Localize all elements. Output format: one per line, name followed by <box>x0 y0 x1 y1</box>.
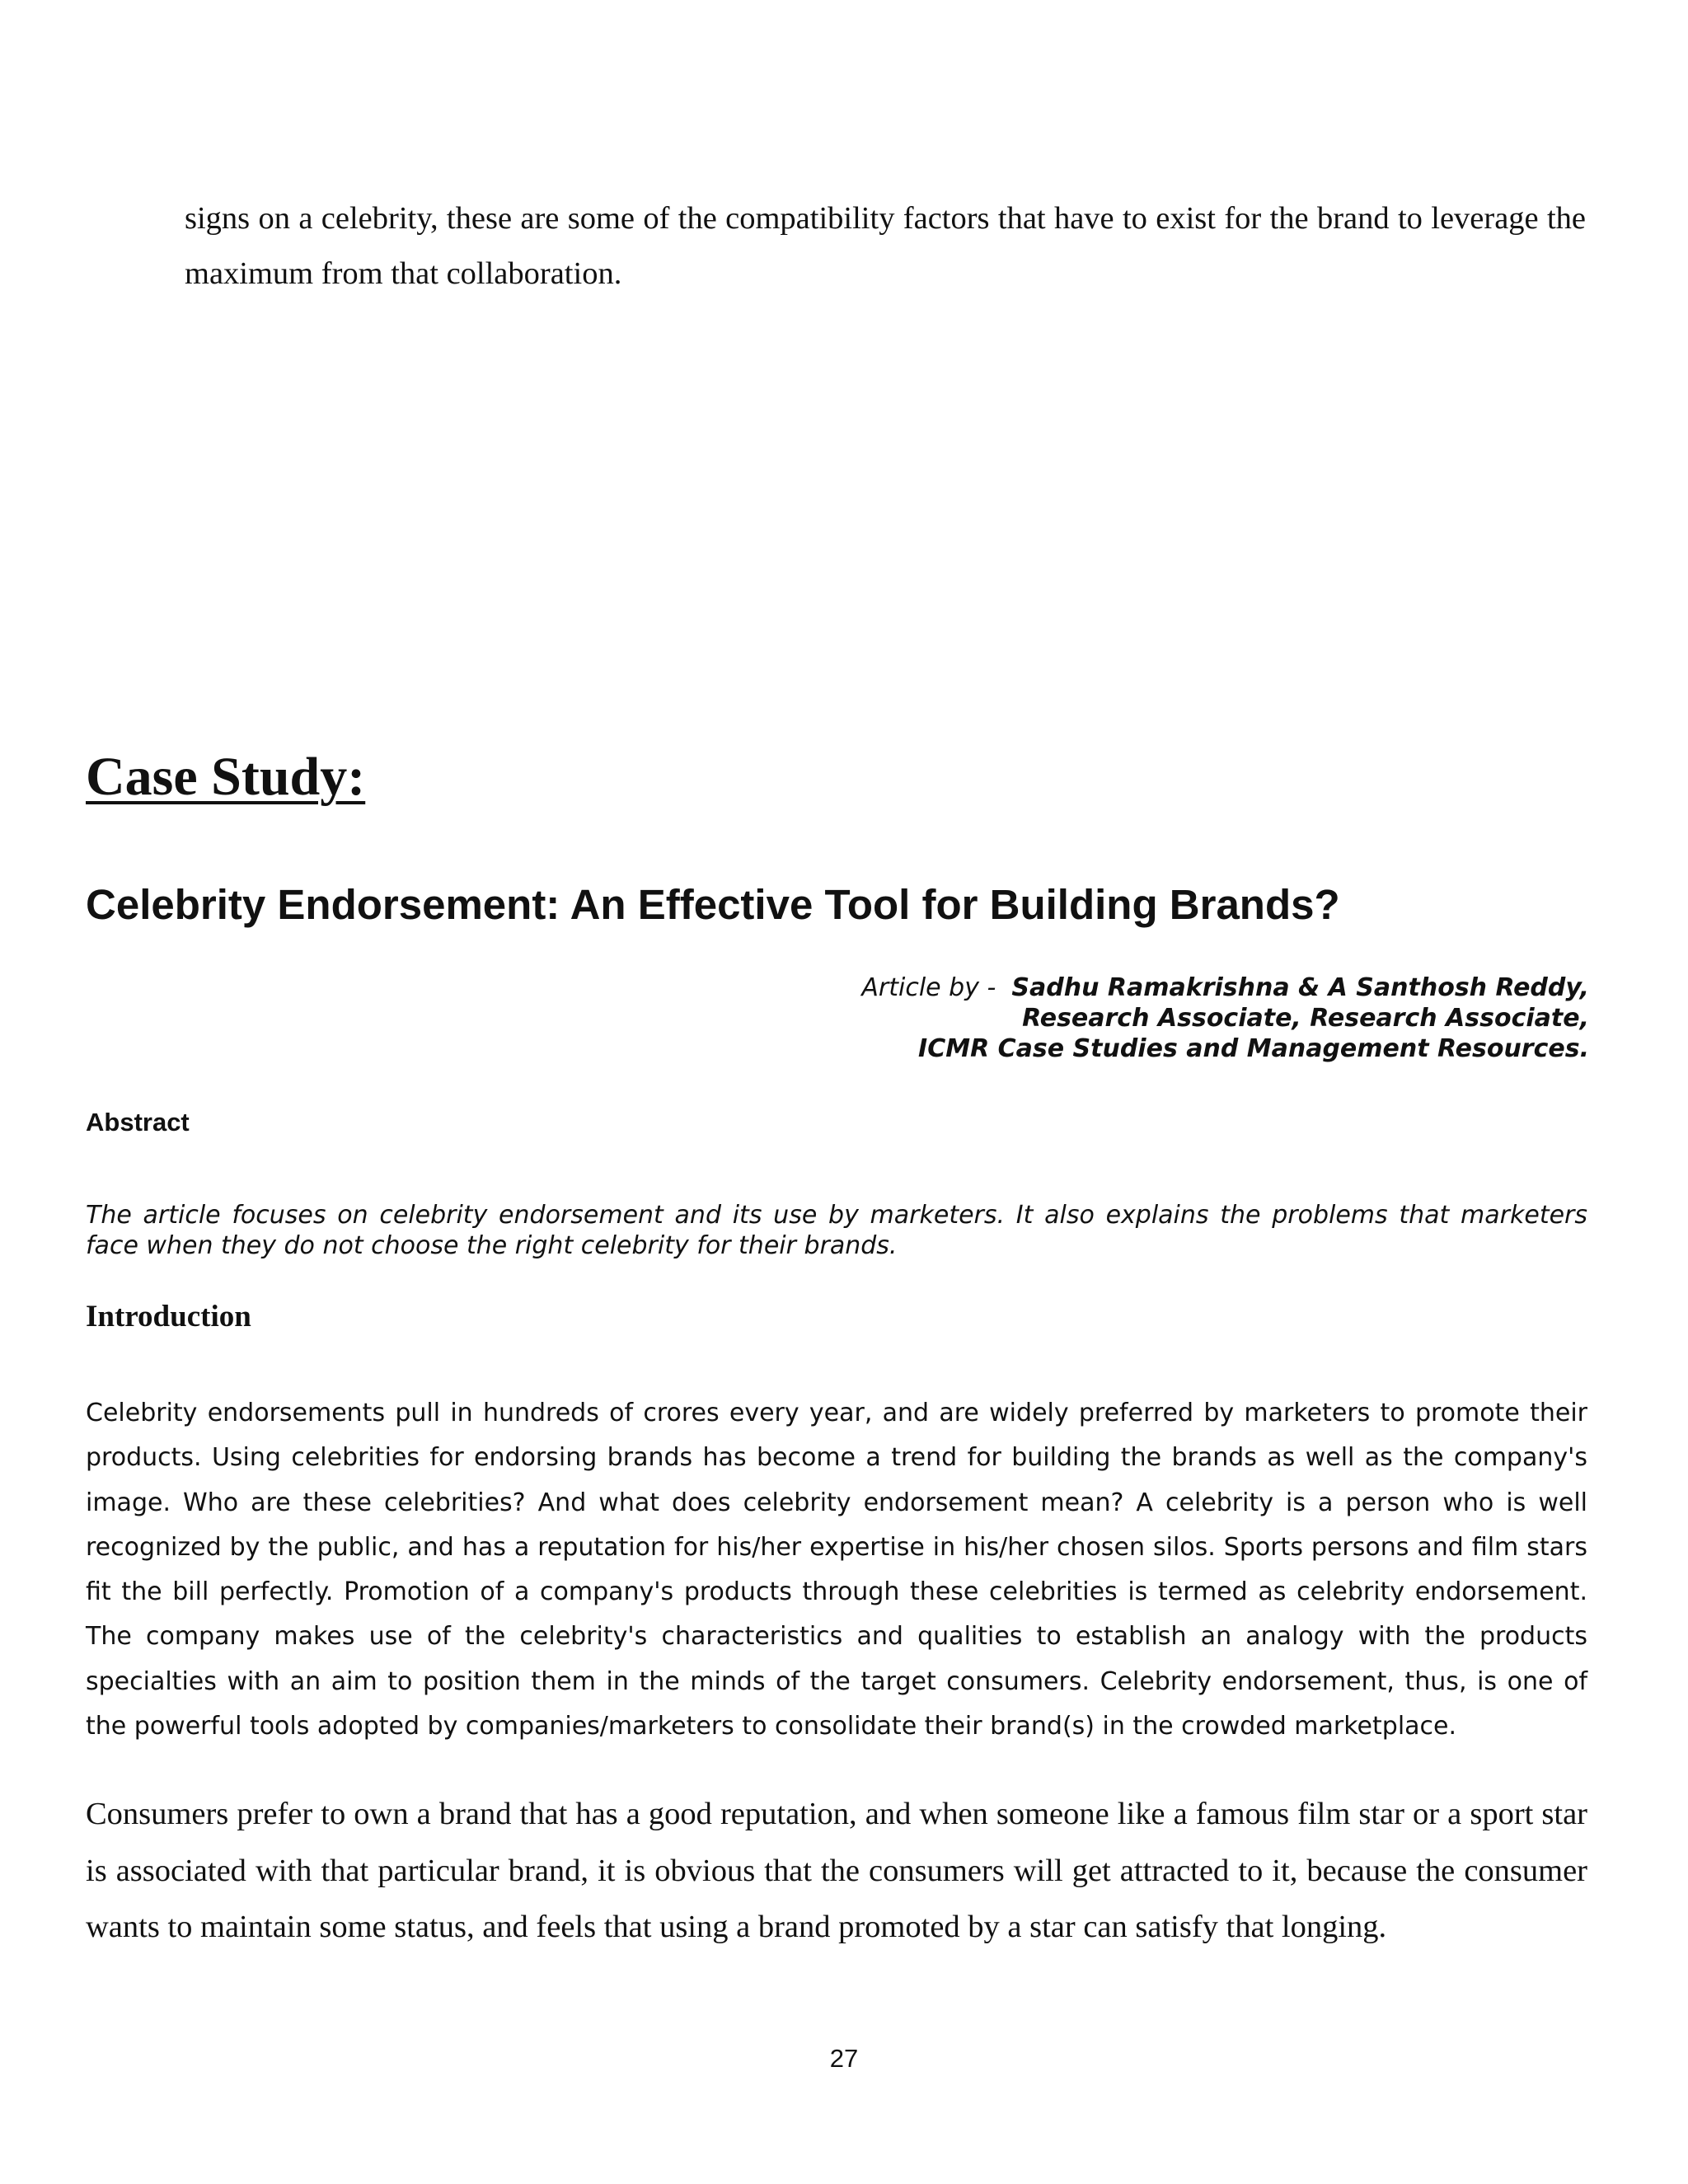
byline <box>600 972 1589 1064</box>
byline-roles: Research Associate, Research Associate, <box>1022 1004 1589 1033</box>
byline-authors-line <box>600 972 1589 1003</box>
section-heading: Case Study: <box>86 747 366 807</box>
page-number: 27 <box>829 2044 859 2073</box>
introduction-heading: Introduction <box>86 1300 251 1333</box>
byline-prefix: Article by - <box>861 973 996 1002</box>
byline-organization: ICMR Case Studies and Management Resources. <box>918 1034 1589 1063</box>
abstract-heading: Abstract <box>86 1108 190 1137</box>
abstract-text: The article focuses on celebrity endorsement and its use by marketers. It also explains the problems that marketers face when they do not choose the right celebrity for their brands. <box>86 1201 1587 1260</box>
introduction-paragraph: Celebrity endorsements pull in hundreds of crores every year, and are widely preferred by marketers to promote their products. Using celebrities for endorsing brands has become a trend for building the brands as well as the company's image. Who are these celebrities? And what does celebrity endorsement mean? A celebrity is a person who is well recognized by the public, and has a reputation for his/her expertise in his/her chosen silos. Sports persons and film stars fit the bill perfectly. Promotion of a company's products through these celebrities is termed as celebrity endorsement. The company makes use of the celebrity's characteristics and qualities to establish an analogy with the products specialties with an aim to position them in the minds of the target consumers. Celebrity endorsement, thus, is one of the powerful tools adopted by companies/marketers to consolidate their brand(s) in the crowded marketplace. <box>86 1399 1587 1741</box>
consumer-paragraph: Consumers prefer to own a brand that has a good reputation, and when someone like a famous film star or a sport star is associated with that particular brand, it is obvious that the consumers will get attracted to it, because the consumer wants to maintain some status, and feels that using a brand promoted by a star can satisfy that longing. <box>86 1797 1587 1944</box>
article-title: Celebrity Endorsement: An Effective Tool for Building Brands? <box>86 881 1340 928</box>
byline-authors: Sadhu Ramakrishna & A Santhosh Reddy, <box>1011 973 1589 1002</box>
continuation-paragraph: signs on a celebrity, these are some of the compatibility factors that have to exist for the brand to leverage the maximum from that collaboration. <box>185 201 1586 291</box>
